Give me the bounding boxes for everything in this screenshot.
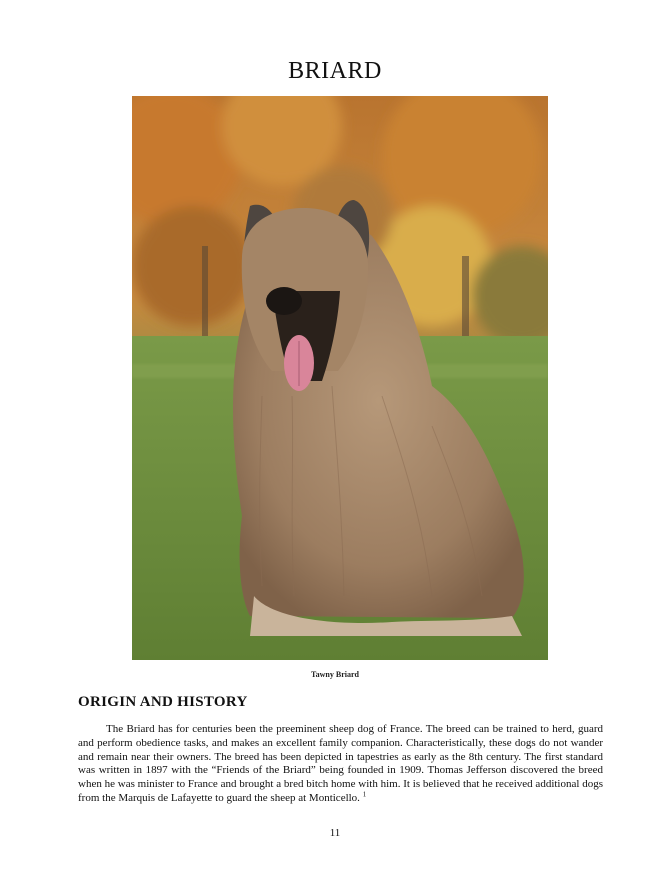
section-heading: ORIGIN AND HISTORY xyxy=(78,694,248,710)
body-paragraph-text: The Briard has for centuries been the preeminent sheep dog of France. The breed can be trained to herd, guard and perform obedience tasks, and makes an excellent family companion. Characteristically, these dogs do not wander and remain near their owners. The breed has been depicted in tapestries as early as the 8th century. The first standard was written in 1897 with the “Friends of the Briard” being founded in 1909. Thomas Jefferson discovered the breed when he was minister to France and brought a bred bitch home with him. It is believed that he received additional dogs from the Marquis de Lafayette to guard the sheep at Monticello. xyxy=(78,723,603,804)
photo-caption: Tawny Briard xyxy=(311,670,359,679)
page-title: BRIARD xyxy=(288,58,382,84)
footnote-reference: 1 xyxy=(362,790,367,799)
body-paragraph xyxy=(78,723,603,806)
page-number: 11 xyxy=(329,827,341,839)
briard-photo xyxy=(132,96,548,660)
